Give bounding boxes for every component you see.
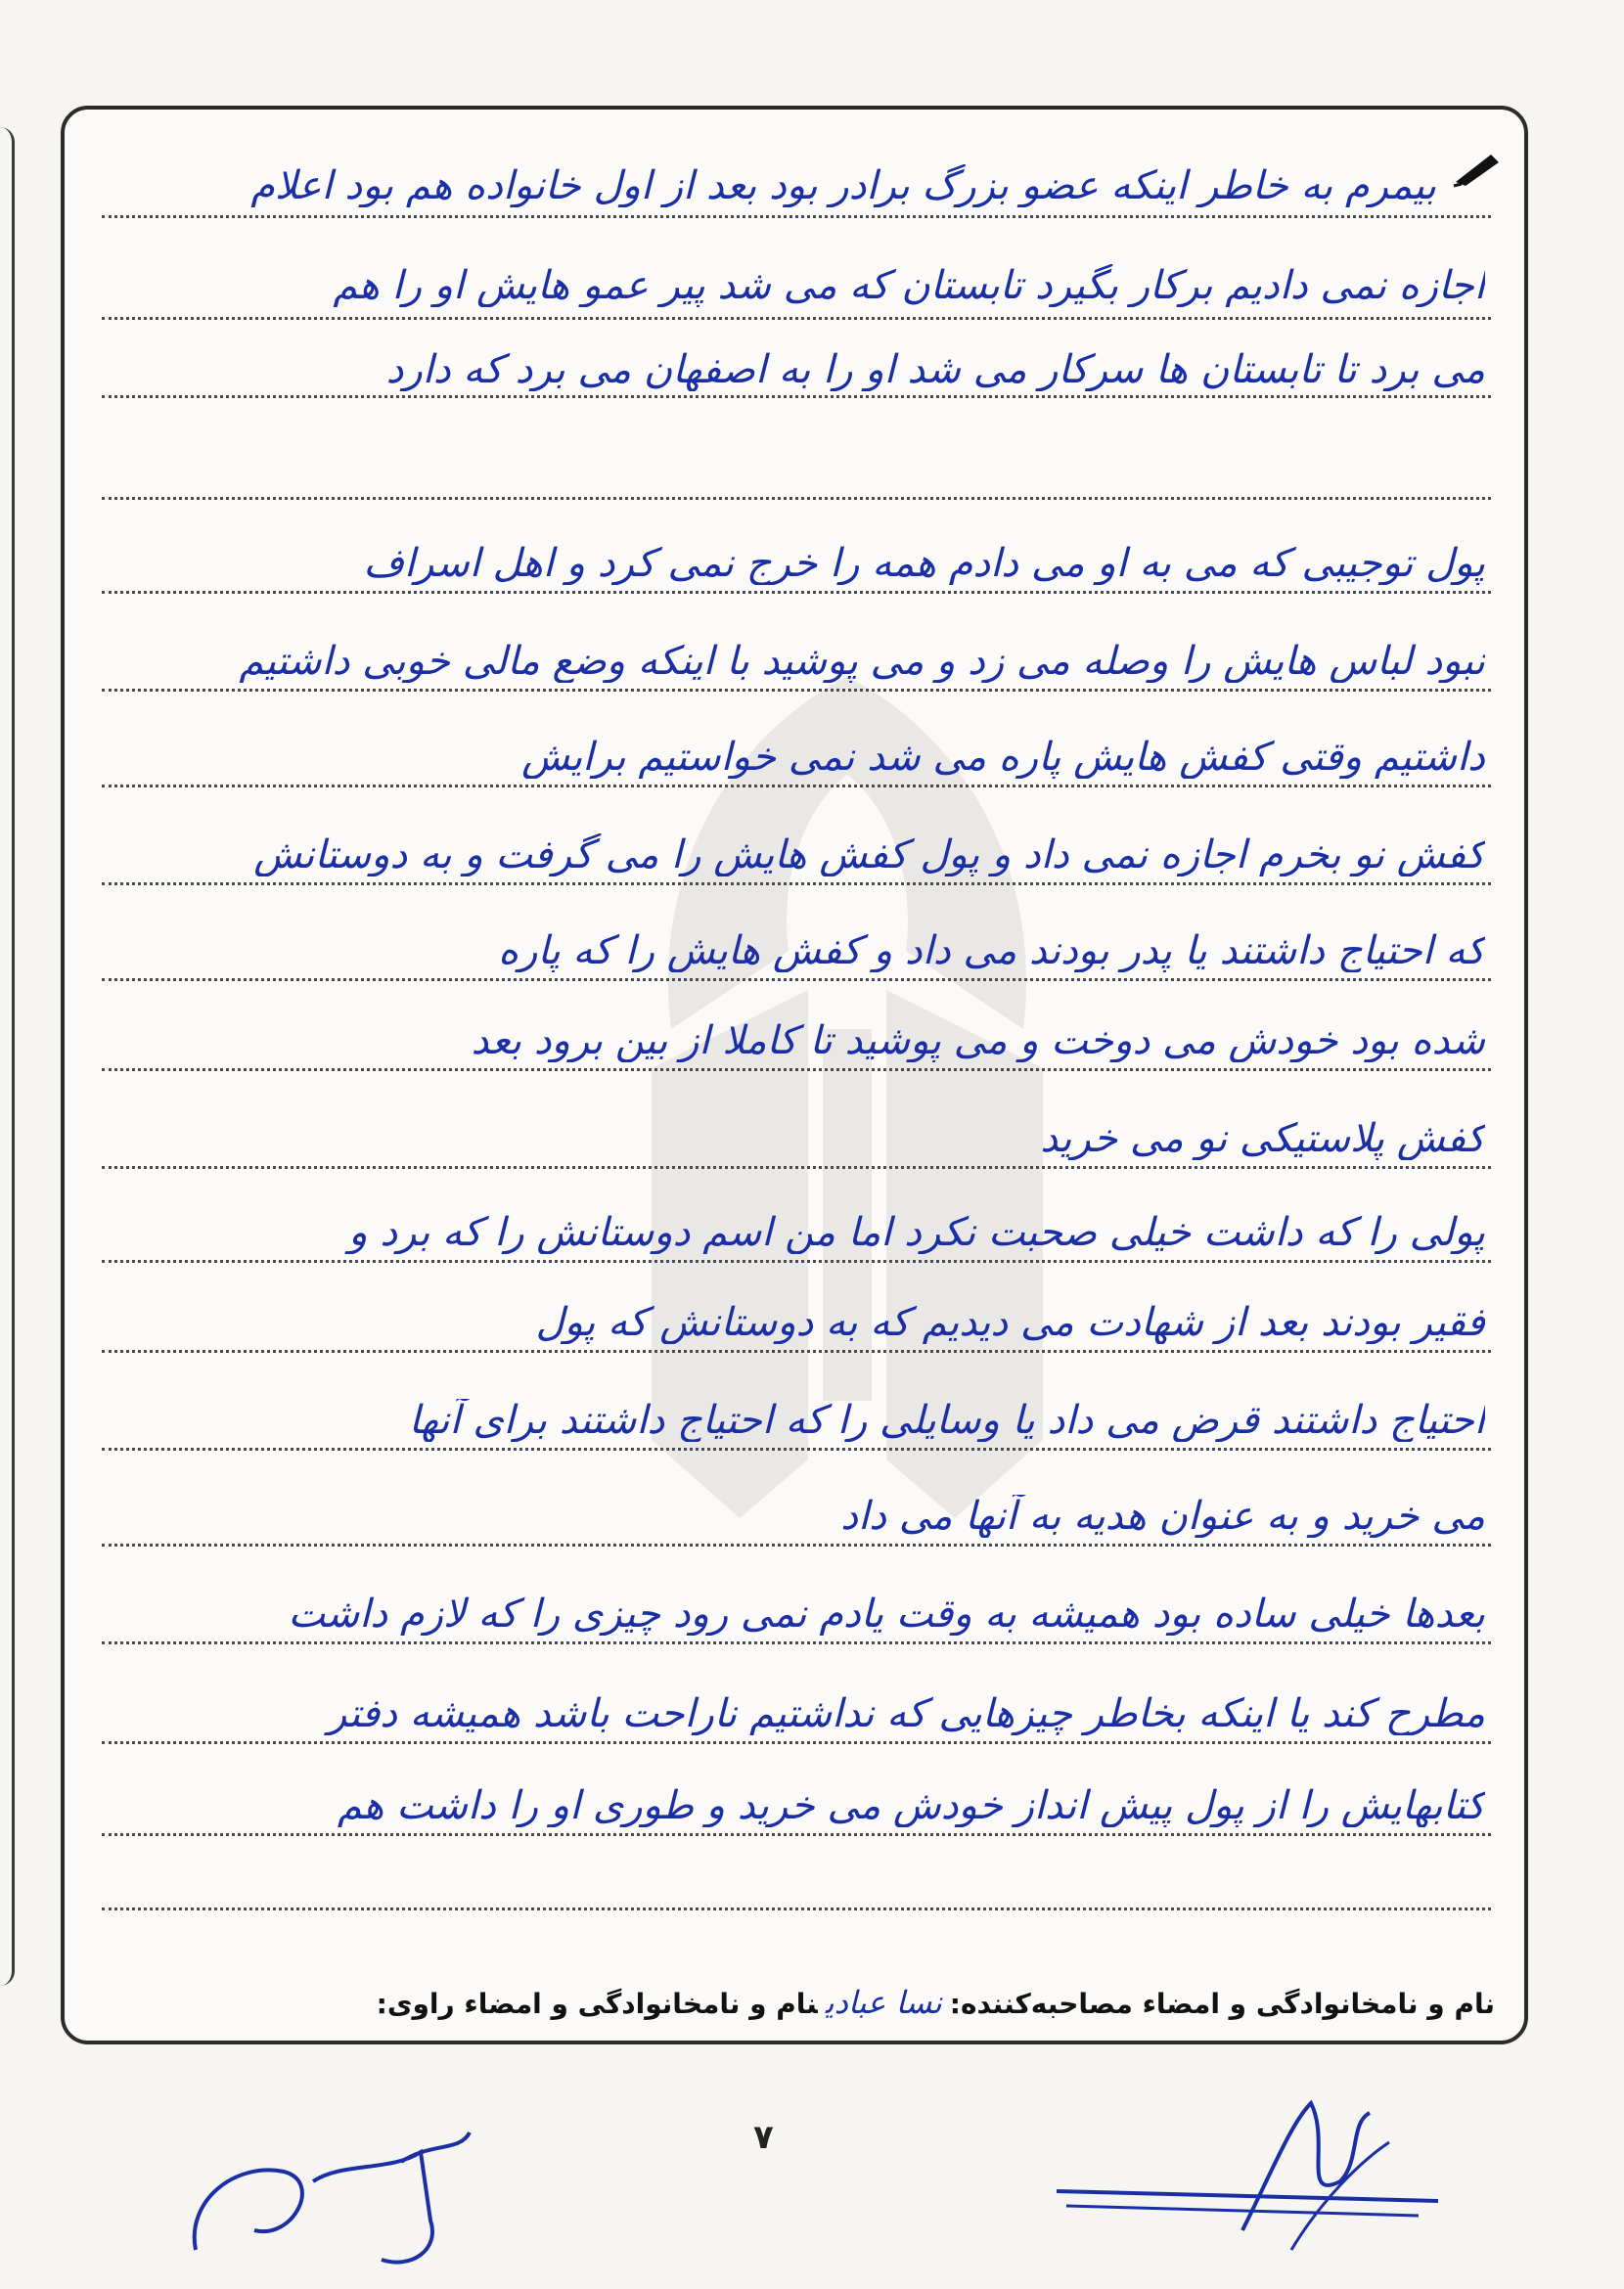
page-number: ۷ [753, 2118, 774, 2157]
handwriting-line-9: که احتیاج داشتند یا پدر بودند می داد و کفش هایش را که پاره [498, 929, 1485, 972]
pen-icon [1452, 149, 1503, 188]
handwriting-line-7: داشتیم وقتی کفش هایش پاره می شد نمی خواستیم برایش [521, 736, 1485, 779]
handwriting-line-14: احتیاج داشتند قرض می داد یا وسایلی را که احتیاج داشتند برای آنها [408, 1399, 1485, 1442]
handwriting-line-3: می برد تا تابستان ها سرکار می شد او را به اصفهان می برد که دارد [385, 348, 1485, 391]
handwriting-line-2: اجازه نمی دادیم برکار بگیرد تابستان که می شد پیر عمو هایش او را هم [333, 264, 1485, 307]
interviewer-handwritten-name: نسا عبادی [825, 1984, 942, 2021]
handwriting-line-18: کتابهایش را از پول پیش انداز خودش می خرید و طوری او را داشت هم [337, 1784, 1485, 1827]
handwriting-line-6: نبود لباس هایش را وصله می زد و می پوشید با اینکه وضع مالی خوبی داشتیم [239, 640, 1485, 683]
narrator-label: نام و نامخانوادگی و امضاء راوی: [376, 1988, 818, 2020]
handwriting-line-5: پول توجیبی که می به او می دادم همه را خرج نمی کرد و اهل اسراف [363, 542, 1485, 585]
handwriting-line-15: می خرید و به عنوان هدیه به آنها می داد [840, 1495, 1485, 1538]
handwriting-line-11: کفش پلاستیکی نو می خرید [1040, 1117, 1485, 1160]
handwriting-line-1: بیمرم به خاطر اینکه عضو بزرگ برادر بود بعد از اول خانواده هم بود اعلام [250, 164, 1436, 207]
handwriting-line-17: مطرح کند یا اینکه بخاطر چیزهایی که نداشتیم ناراحت باشد همیشه دفتر [327, 1692, 1485, 1735]
narrator-signature [176, 2123, 489, 2279]
document-frame [61, 106, 1528, 2044]
previous-page-edge [0, 127, 15, 1986]
signature-footer [94, 1984, 1495, 2021]
handwriting-line-12: پولی را که داشت خیلی صحبت نکرد اما من اسم دوستانش را که برد و [348, 1211, 1485, 1254]
handwriting-line-13: فقیر بودند بعد از شهادت می دیدیم که به دوستانش که پول [535, 1301, 1485, 1344]
handwriting-line-10: شده بود خودش می دوخت و می پوشید تا کاملا از بین برود بعد [471, 1019, 1485, 1062]
handwriting-line-8: کفش نو بخرم اجازه نمی داد و پول کفش هایش را می گرفت و به دوستانش [253, 833, 1485, 876]
handwriting-line-16: بعدها خیلی ساده بود همیشه به وقت یادم نمی رود چیزی را که لازم داشت [288, 1593, 1485, 1636]
interviewer-label: نام و نامخانوادگی و امضاء مصاحبه‌کننده: [949, 1988, 1495, 2020]
interviewer-signature [1047, 2084, 1458, 2260]
